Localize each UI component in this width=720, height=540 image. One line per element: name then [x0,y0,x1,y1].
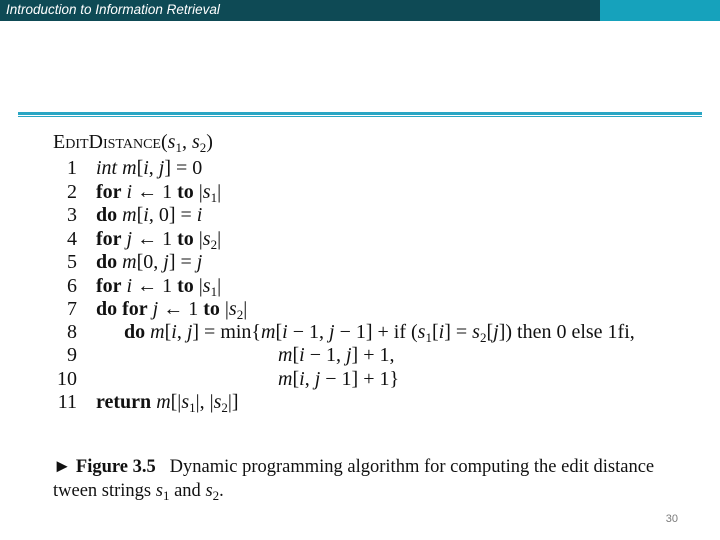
algorithm-line [0,298,720,322]
line-number: 8 [67,321,77,343]
divider-rule-thin [18,116,702,117]
header-bar [0,0,720,21]
line-number: 5 [67,251,77,273]
line-code: for j ← 1 to $|s_2|$ [96,228,222,252]
line-code: do m[0, j] = j [96,251,203,273]
caption-text-line2: tween strings $s_1$ and $s_2$. [53,481,224,503]
line-code: for i ← 1 to $|s_1|$ [96,181,222,205]
line-number: 9 [67,344,77,366]
algorithm-line [0,251,720,275]
line-code: do m[i, 0] = i [96,204,203,226]
algorithm-line [0,157,720,181]
line-code: for i ← 1 to $|s_1|$ [96,275,222,299]
algorithm-line [0,228,720,252]
figure-label: ► Figure 3.5 [53,457,156,477]
line-number: 1 [67,157,77,179]
caption-text: Dynamic programming algorithm for computing the edit distance [169,457,655,477]
line-number: 4 [67,228,77,250]
header-bar-accent [600,0,720,21]
line-number: 7 [67,298,77,320]
page-number: 30 [665,513,678,525]
line-code: do for j ← 1 to $|s_2|$ [96,298,248,322]
line-code: return $m[|s_1|$, $|s_2|$] [96,391,239,415]
algorithm-line [0,391,720,415]
line-code: m[i, j − 1] + 1} [278,368,400,390]
algorithm-line [0,275,720,299]
algorithm-line [0,344,720,368]
algorithm-line [0,368,720,392]
line-number: 2 [67,181,77,203]
algorithm-line [0,181,720,205]
line-number: 11 [57,391,77,413]
line-code: int m[i, j] = 0 [96,157,203,179]
algorithm-title: $EditDistance(s_1$, $s_2$) [53,131,213,155]
course-title: Introduction to Information Retrieval [6,2,220,17]
line-code: do m[i, j] = min{m[i − 1, j − 1] + if $(s_1[i] = s_2[j])$ then 0 else 1fi, [124,321,635,345]
line-number: 10 [57,368,77,390]
figure-caption [53,455,693,503]
line-code: m[i − 1, j] + 1, [278,344,395,366]
line-number: 6 [67,275,77,297]
line-number: 3 [67,204,77,226]
algorithm-line [0,321,720,345]
algorithm-line [0,204,720,228]
divider-rule [18,112,702,115]
